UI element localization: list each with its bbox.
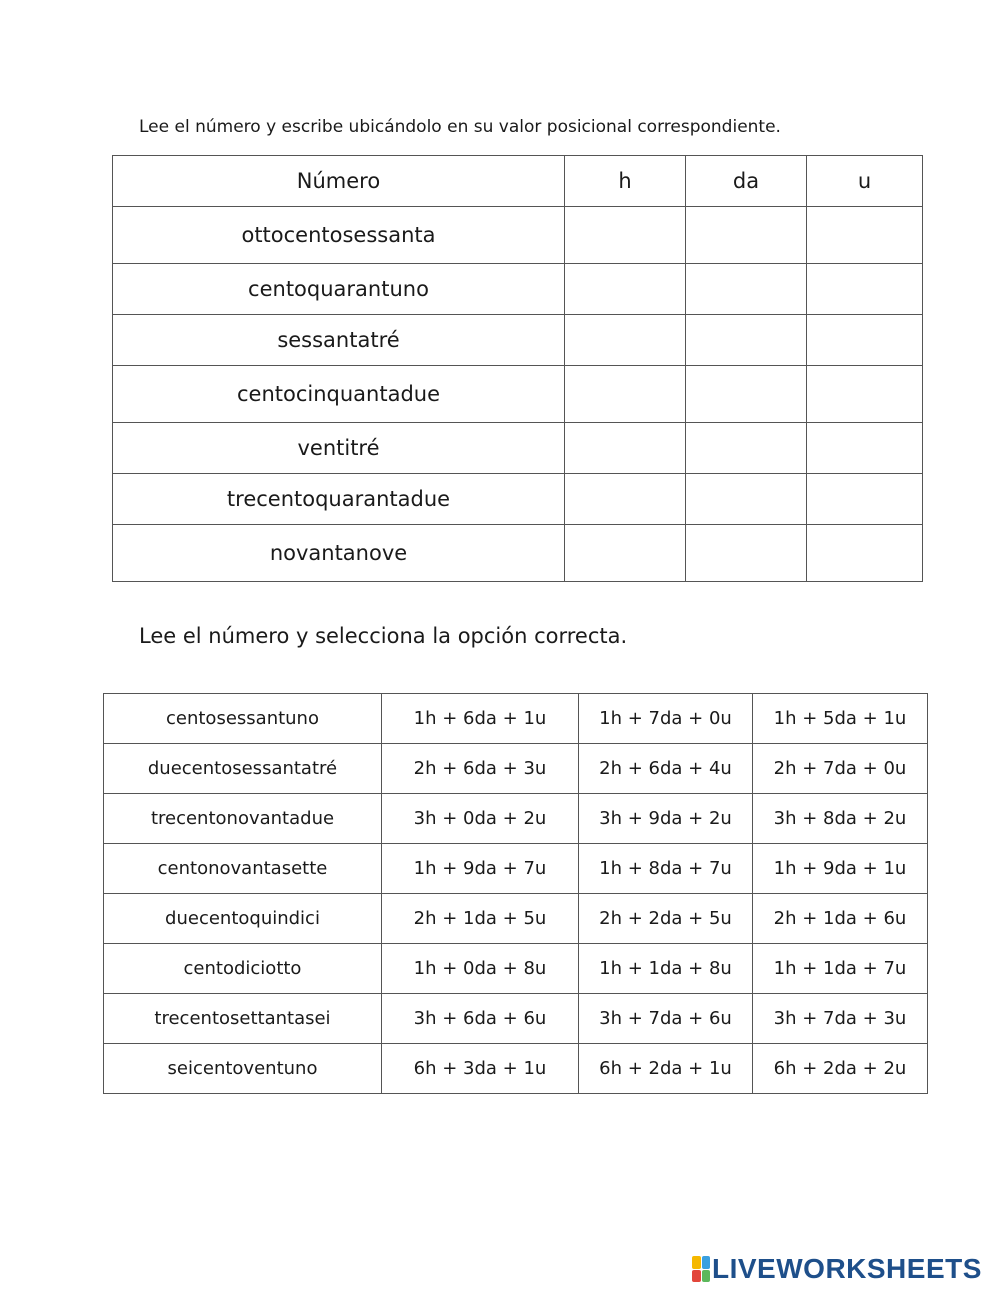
logo-text: LIVEWORKSHEETS — [712, 1253, 982, 1284]
input-da[interactable] — [686, 474, 807, 525]
instruction-select-option: Lee el número y selecciona la opción correcta. — [139, 624, 628, 648]
table-row — [113, 525, 923, 582]
logo-mark-icon — [692, 1256, 710, 1282]
input-da[interactable] — [686, 423, 807, 474]
place-value-table — [112, 155, 923, 582]
input-u[interactable] — [807, 366, 923, 423]
input-h[interactable] — [565, 207, 686, 264]
option-c[interactable]: 6h + 2da + 2u — [753, 1044, 928, 1094]
option-b[interactable]: 1h + 1da + 8u — [579, 944, 753, 994]
option-a[interactable]: 2h + 1da + 5u — [382, 894, 579, 944]
number-word: trecentoquarantadue — [113, 474, 565, 525]
header-h: h — [565, 156, 686, 207]
number-word: seicentoventuno — [104, 1044, 382, 1094]
number-word: trecentosettantasei — [104, 994, 382, 1044]
table-row — [104, 794, 928, 844]
table-row — [113, 264, 923, 315]
option-c[interactable]: 2h + 7da + 0u — [753, 744, 928, 794]
option-b[interactable]: 1h + 8da + 7u — [579, 844, 753, 894]
option-b[interactable]: 6h + 2da + 1u — [579, 1044, 753, 1094]
input-u[interactable] — [807, 207, 923, 264]
input-u[interactable] — [807, 315, 923, 366]
input-u[interactable] — [807, 264, 923, 315]
table-row — [113, 423, 923, 474]
input-h[interactable] — [565, 474, 686, 525]
option-c[interactable]: 3h + 7da + 3u — [753, 994, 928, 1044]
number-word: novantanove — [113, 525, 565, 582]
option-a[interactable]: 6h + 3da + 1u — [382, 1044, 579, 1094]
number-word: ottocentosessanta — [113, 207, 565, 264]
input-h[interactable] — [565, 423, 686, 474]
number-word: centodiciotto — [104, 944, 382, 994]
table-row — [113, 315, 923, 366]
option-a[interactable]: 1h + 9da + 7u — [382, 844, 579, 894]
table-row — [113, 474, 923, 525]
input-da[interactable] — [686, 525, 807, 582]
table-row — [104, 1044, 928, 1094]
table-header-row — [113, 156, 923, 207]
input-h[interactable] — [565, 315, 686, 366]
input-da[interactable] — [686, 264, 807, 315]
input-u[interactable] — [807, 474, 923, 525]
table-row — [104, 944, 928, 994]
option-c[interactable]: 1h + 1da + 7u — [753, 944, 928, 994]
input-h[interactable] — [565, 366, 686, 423]
input-da[interactable] — [686, 366, 807, 423]
number-word: centonovantasette — [104, 844, 382, 894]
input-u[interactable] — [807, 423, 923, 474]
input-u[interactable] — [807, 525, 923, 582]
option-a[interactable]: 1h + 6da + 1u — [382, 694, 579, 744]
number-word: duecentoquindici — [104, 894, 382, 944]
header-da: da — [686, 156, 807, 207]
input-da[interactable] — [686, 315, 807, 366]
number-word: sessantatré — [113, 315, 565, 366]
option-b[interactable]: 2h + 2da + 5u — [579, 894, 753, 944]
option-b[interactable]: 3h + 7da + 6u — [579, 994, 753, 1044]
number-word: trecentonovantadue — [104, 794, 382, 844]
header-u: u — [807, 156, 923, 207]
option-b[interactable]: 3h + 9da + 2u — [579, 794, 753, 844]
input-h[interactable] — [565, 525, 686, 582]
table-row — [104, 894, 928, 944]
instruction-place-value: Lee el número y escribe ubicándolo en su valor posicional correspondiente. — [139, 117, 781, 137]
input-da[interactable] — [686, 207, 807, 264]
header-numero: Número — [113, 156, 565, 207]
table-row — [113, 366, 923, 423]
table-row — [104, 994, 928, 1044]
number-word: centosessantuno — [104, 694, 382, 744]
number-word: centocinquantadue — [113, 366, 565, 423]
option-c[interactable]: 3h + 8da + 2u — [753, 794, 928, 844]
liveworksheets-logo[interactable] — [692, 1254, 982, 1284]
table-row — [104, 744, 928, 794]
option-b[interactable]: 2h + 6da + 4u — [579, 744, 753, 794]
number-word: duecentosessantatré — [104, 744, 382, 794]
option-c[interactable]: 2h + 1da + 6u — [753, 894, 928, 944]
number-word: ventitré — [113, 423, 565, 474]
option-a[interactable]: 1h + 0da + 8u — [382, 944, 579, 994]
option-c[interactable]: 1h + 5da + 1u — [753, 694, 928, 744]
table-row — [104, 844, 928, 894]
table-row — [104, 694, 928, 744]
number-word: centoquarantuno — [113, 264, 565, 315]
option-a[interactable]: 2h + 6da + 3u — [382, 744, 579, 794]
option-b[interactable]: 1h + 7da + 0u — [579, 694, 753, 744]
select-option-table — [103, 693, 928, 1094]
input-h[interactable] — [565, 264, 686, 315]
option-a[interactable]: 3h + 0da + 2u — [382, 794, 579, 844]
option-a[interactable]: 3h + 6da + 6u — [382, 994, 579, 1044]
table-row — [113, 207, 923, 264]
option-c[interactable]: 1h + 9da + 1u — [753, 844, 928, 894]
